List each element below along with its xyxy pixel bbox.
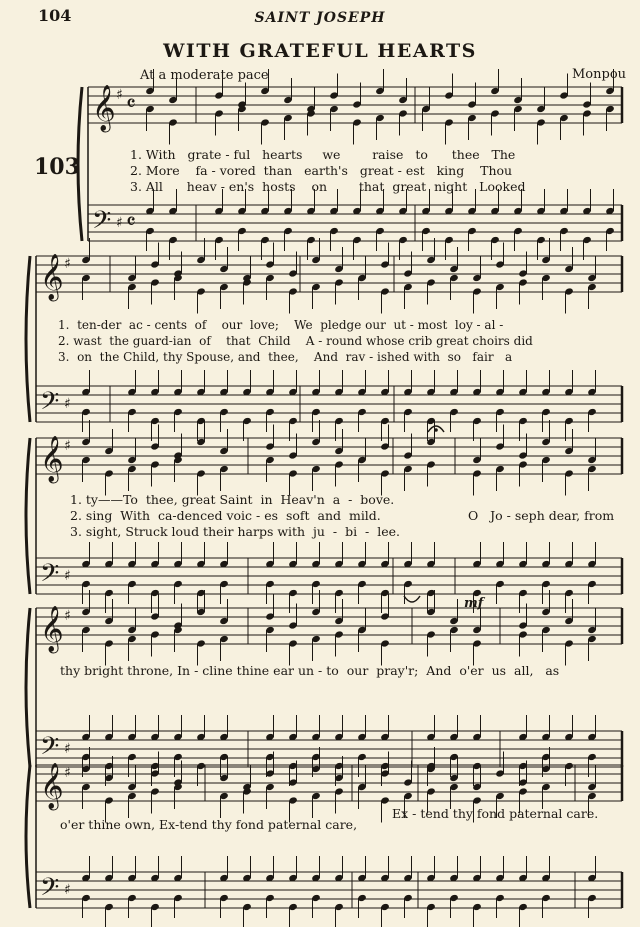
- treble-clef-icon: 𝄞: [40, 436, 64, 482]
- lyric-line: 3. sight, Struck loud their harps with ju - bi - lee.: [70, 524, 400, 539]
- treble-clef-icon: 𝄞: [40, 763, 64, 809]
- treble-clef-icon: 𝄞: [40, 254, 64, 300]
- bass-clef-icon: 𝄢: [40, 387, 60, 422]
- common-time-icon: 𝄴: [126, 92, 136, 117]
- lyric-line: 1. ty——To thee, great Saint in Heav'n a - bove.: [70, 492, 395, 507]
- fermata-icon: [434, 428, 438, 432]
- page-number: 104: [38, 6, 72, 25]
- brace: [78, 87, 82, 241]
- refrain-lyric: O Jo - seph dear, from: [468, 508, 615, 523]
- sharp-icon: ♯: [64, 396, 71, 412]
- sharp-icon: ♯: [64, 438, 71, 454]
- tempo-marking: At a moderate pace: [140, 68, 269, 83]
- sharp-icon: ♯: [64, 765, 71, 781]
- lyric-line: thy bright throne, In - cline thine ear un - to our pray'r; And o'er us all, as: [60, 663, 560, 678]
- sharp-icon: ♯: [64, 568, 71, 584]
- composer-credit: Monpou: [572, 67, 627, 82]
- hymn-number: 103: [34, 154, 80, 180]
- lyric-line: 2. sing With ca-denced voic - es soft and mild.: [70, 508, 381, 523]
- lyric-line: o'er thine own, Ex-tend thy fond paternal care,: [60, 817, 358, 832]
- brace: [26, 256, 30, 422]
- treble-clef-icon: 𝄞: [92, 85, 116, 131]
- running-head: SAINT JOSEPH: [254, 10, 386, 26]
- common-time-icon: 𝄴: [126, 210, 136, 235]
- sharp-icon: ♯: [64, 608, 71, 624]
- sharp-icon: ♯: [64, 256, 71, 272]
- lyric-line: 2. More fa - vored than earth's great - est king Thou: [130, 163, 513, 178]
- hymn-title: WITH GRATEFUL HEARTS: [163, 40, 477, 62]
- lyric-line: 1. ten-der ac - cents of our love; We pledge our ut - most loy - al -: [58, 318, 504, 332]
- sharp-icon: ♯: [116, 87, 123, 103]
- bass-clef-icon: 𝄢: [92, 206, 112, 241]
- lyric-line: 3. All heav - en's hosts on that great night Looked: [130, 179, 526, 194]
- dynamic-marking: mf: [464, 596, 484, 611]
- bass-clef-icon: 𝄢: [40, 559, 60, 594]
- sharp-icon: ♯: [64, 882, 71, 898]
- lyric-line: 3. on the Child, thy Spouse, and thee, And rav - ished with so fair a: [58, 350, 513, 364]
- treble-clef-icon: 𝄞: [40, 606, 64, 652]
- brace: [26, 608, 30, 767]
- brace: [26, 438, 30, 594]
- lyric-line: 1. With grate - ful hearts we raise to thee The: [130, 147, 516, 162]
- brace: [26, 765, 30, 908]
- lyric-line: 2. wast the guard-ian of that Child A - round whose crib great choirs did: [58, 334, 533, 348]
- fermata-icon: [404, 596, 420, 602]
- bass-clef-icon: 𝄢: [40, 732, 60, 767]
- lyric-line: Ex - tend thy fond paternal care.: [392, 806, 599, 821]
- bass-clef-icon: 𝄢: [40, 873, 60, 908]
- sharp-icon: ♯: [64, 741, 71, 757]
- sharp-icon: ♯: [116, 215, 123, 231]
